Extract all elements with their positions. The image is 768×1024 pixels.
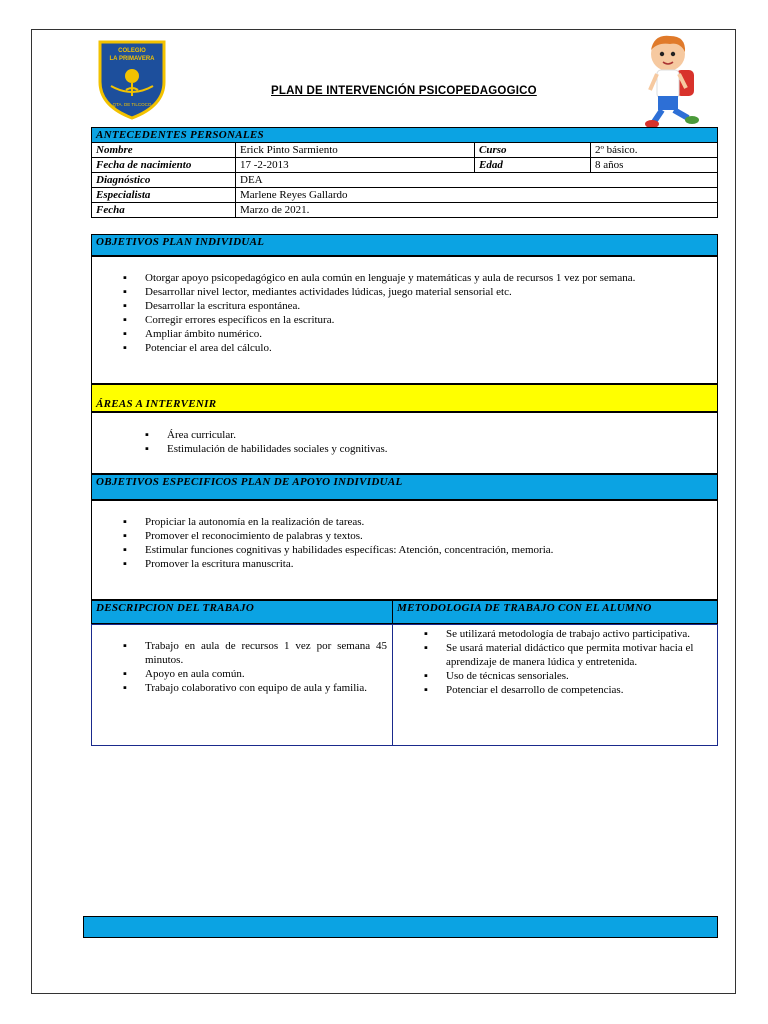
logo-line1: COLEGIO xyxy=(118,48,146,54)
logo-motto: QTA. DE TILCOCO xyxy=(112,102,152,107)
objetivos-plan-list xyxy=(121,271,713,355)
fecha-value: Marzo de 2021. xyxy=(236,203,718,218)
list-item: ▪ Apoyo en aula común. xyxy=(121,667,387,681)
list-item: ▪ Área curricular. xyxy=(143,428,703,442)
list-item: ▪ Propiciar la autonomía en la realización de tareas. xyxy=(121,515,711,529)
especialista-value: Marlene Reyes Gallardo xyxy=(236,188,718,203)
list-item: ▪ Trabajo colaborativo con equipo de aula y familia. xyxy=(121,681,387,695)
descripcion-heading: DESCRIPCION DEL TRABAJO xyxy=(91,600,393,624)
diagnostico-label: Diagnóstico xyxy=(92,173,236,188)
nombre-value: Erick Pinto Sarmiento xyxy=(236,143,475,158)
list-item: ▪ Corregir errores específicos en la escritura. xyxy=(121,313,713,327)
logo-line2: LA PRIMAVERA xyxy=(109,56,155,62)
list-item: ▪ Promover el reconocimiento de palabras y textos. xyxy=(121,529,711,543)
footer-bar xyxy=(83,916,718,938)
edad-label: Edad xyxy=(475,158,591,173)
list-item: ▪ Desarrollar nivel lector, mediantes actividades lúdicas, juego material sensorial etc. xyxy=(121,285,713,299)
list-item: ▪ Trabajo en aula de recursos 1 vez por semana 45 minutos. xyxy=(121,639,387,667)
descripcion-list xyxy=(121,639,387,695)
curso-value: 2º básico. xyxy=(591,143,718,158)
list-item: ▪ Potenciar el desarrollo de competencias. xyxy=(422,683,712,697)
list-item: ▪ Desarrollar la escritura espontánea. xyxy=(121,299,713,313)
diagnostico-value: DEA xyxy=(236,173,718,188)
list-item: ▪ Ampliar ámbito numérico. xyxy=(121,327,713,341)
mascot-illustration xyxy=(640,32,705,130)
antecedentes-table xyxy=(91,127,718,218)
metodologia-list xyxy=(422,627,712,697)
objetivos-plan-heading: OBJETIVOS PLAN INDIVIDUAL xyxy=(91,234,718,256)
list-item: ▪ Se usará material didáctico que permita motivar hacia el aprendizaje de manera lúdica y entretenida. xyxy=(422,641,712,669)
list-item: ▪ Promover la escritura manuscrita. xyxy=(121,557,711,571)
metodologia-heading: METODOLOGIA DE TRABAJO CON EL ALUMNO xyxy=(392,600,718,624)
areas-heading: ÁREAS A INTERVENIR xyxy=(91,384,718,412)
list-item: ▪ Se utilizará metodología de trabajo activo participativa. xyxy=(422,627,712,641)
list-item: ▪ Uso de técnicas sensoriales. xyxy=(422,669,712,683)
fecha-nac-value: 17 -2-2013 xyxy=(236,158,475,173)
nombre-label: Nombre xyxy=(92,143,236,158)
especialista-label: Especialista xyxy=(92,188,236,203)
fecha-label: Fecha xyxy=(92,203,236,218)
list-item: ▪ Estimular funciones cognitivas y habilidades específicas: Atención, concentración, memoria. xyxy=(121,543,711,557)
edad-value: 8 años xyxy=(591,158,718,173)
list-item: ▪ Estimulación de habilidades sociales y cognitivas. xyxy=(143,442,703,456)
curso-label: Curso xyxy=(475,143,591,158)
list-item: ▪ Potenciar el area del cálculo. xyxy=(121,341,713,355)
areas-list xyxy=(143,428,703,456)
list-item: ▪ Otorgar apoyo psicopedagógico en aula común en lenguaje y matemáticas y aula de recursos 1 vez por semana. xyxy=(121,271,713,285)
objetivos-especificos-heading: OBJETIVOS ESPECIFICOS PLAN DE APOYO INDIVIDUAL xyxy=(91,474,718,500)
document-title: PLAN DE INTERVENCIÓN PSICOPEDAGOGICO xyxy=(271,85,537,97)
school-logo xyxy=(97,40,167,120)
fecha-nac-label: Fecha de nacimiento xyxy=(92,158,236,173)
objetivos-especificos-list xyxy=(121,515,711,571)
antecedentes-heading: ANTECEDENTES PERSONALES xyxy=(92,128,718,143)
